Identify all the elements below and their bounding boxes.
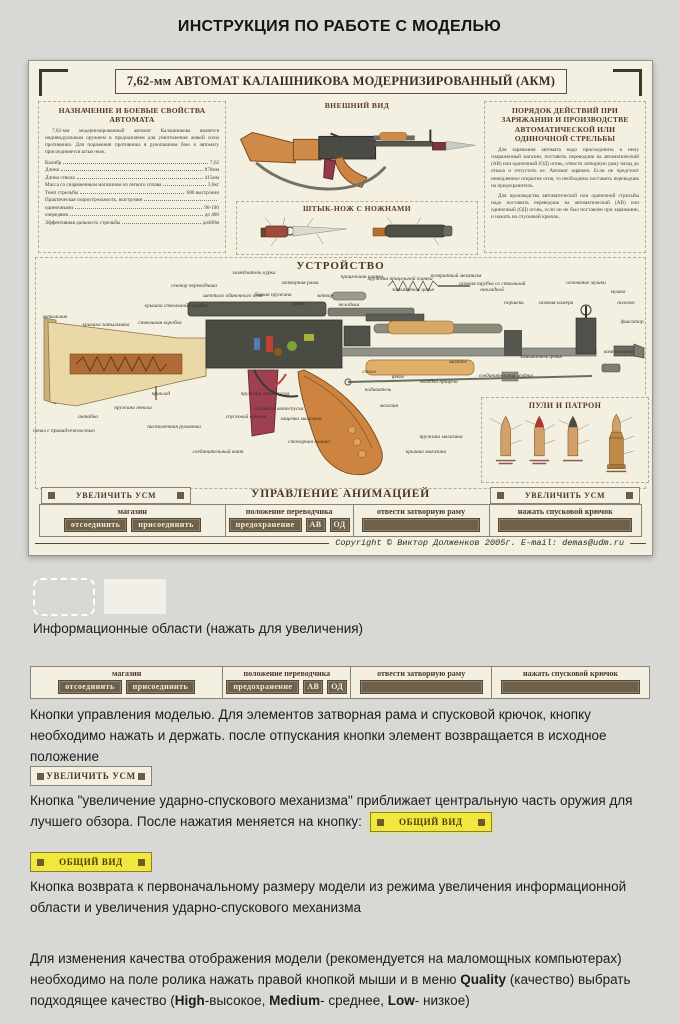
pull-bolt-button — [360, 680, 483, 694]
info-areas-caption: Информационные области (нажать для увеличения) — [33, 621, 364, 636]
device-part-label: крышка затыльника — [82, 322, 130, 329]
safety-button: предохранение — [226, 680, 299, 694]
spec-row: Длина 870мм — [45, 167, 219, 174]
device-part-label: замыкатель цевья — [392, 287, 434, 294]
animation-title: УПРАВЛЕНИЕ АНИМАЦИЕЙ — [250, 488, 430, 500]
copyright-text: Copyright © Виктор Долженков 2005г. E-mail: demas@udm.ru — [335, 538, 624, 548]
attach-magazine-button: присоединить — [126, 680, 196, 694]
zoom-usm-label: УВЕЛИЧИТЬ УСМ — [75, 491, 157, 500]
od-button[interactable]: ОД — [330, 518, 350, 532]
av-button[interactable]: АВ — [306, 518, 326, 532]
device-part-label: колодка прицела — [420, 379, 458, 386]
magazine-group — [40, 505, 226, 536]
device-part-label: вкладыш — [338, 302, 360, 309]
procedure-para1: Для заряжания автомата надо присоединить к нему снаряженный магазин, поставить переводчик на автоматический (АВ) или одиночный (ОД) огонь, отвести затворную раму назад до отказа и отпустить ее. Автомат заряжен. Если не предстоит немедленное открытие огня, то необходимо поставить переводчик на предохранитель. — [491, 146, 639, 189]
corner-bracket-right — [613, 69, 642, 96]
device-part-label: сектор переводчика — [171, 283, 217, 290]
press-trigger-button — [501, 680, 640, 694]
external-view-section — [234, 101, 480, 199]
general-view-label: ОБЩИЙ ВИД — [59, 857, 123, 867]
specs-info-panel[interactable] — [38, 101, 226, 253]
bolt-group — [354, 505, 490, 536]
device-part-label: пружина прицельной планки — [367, 276, 433, 283]
device-part-label: антабка — [78, 414, 98, 421]
device-part-label: затворная рама — [281, 280, 319, 287]
selector-group — [226, 505, 354, 536]
ammo-section — [481, 397, 649, 483]
quality-caption: Для изменения качества отображения модели (рекомендуется на маломощных компьютерах) необходимо на поле ролика нажать правой кнопкой мыши и в меню Quality (качество) выбрать подходящее качество (High-высокое, Medium- среднее, Low- низкое) — [30, 951, 631, 1008]
bayonet-illustration — [237, 213, 477, 251]
device-part-label: газовая трубка со ствольной накладкой — [458, 281, 526, 293]
device-part-label: крышка ствольной коробки — [144, 303, 208, 310]
bolt-group-label: отвести затворную раму — [376, 507, 466, 516]
ammo-illustration — [482, 410, 648, 478]
spec-row: Длина ствола 415мм — [45, 174, 219, 181]
zoom-usm-label: УВЕЛИЧИТЬ УСМ — [46, 771, 136, 781]
device-part-label: пружина автоспуска — [240, 391, 290, 398]
device-part-label: затвор — [316, 293, 334, 300]
detach-magazine-button: отсоединить — [58, 680, 121, 694]
controls-strip-sample-strip — [30, 666, 650, 699]
bolt-group-label: отвести затворную раму — [377, 669, 466, 678]
device-part-label: шомпол — [449, 359, 467, 366]
zoom-usm-button-right[interactable] — [490, 487, 640, 504]
square-marker-icon — [37, 773, 44, 780]
device-part-label: ствол — [362, 369, 376, 376]
spec-row: одиночными 90-100 — [45, 204, 219, 211]
device-part-label: шептало одиночного огня — [203, 293, 263, 300]
square-marker-icon — [138, 773, 145, 780]
device-part-label: боевая пружина — [254, 292, 292, 299]
press-trigger-button[interactable] — [498, 518, 632, 532]
spec-row: очередями до 400 — [45, 212, 219, 219]
copyright-line — [35, 538, 646, 548]
square-marker-icon — [138, 859, 145, 866]
device-part-label: возвратный механизм — [430, 273, 482, 280]
info-area-solid-swatch — [104, 579, 166, 614]
device-part-label: поршень — [504, 300, 524, 307]
divider — [35, 543, 329, 544]
general-view-caption: Кнопка возврата к первоначальному размеру модели из режима увеличения информационной области и увеличения ударно-спускового механизма — [30, 879, 627, 915]
poster-strip-slot — [39, 504, 642, 537]
selector-group-label: положение переводчика — [245, 507, 333, 516]
procedure-info-panel[interactable] — [484, 101, 646, 253]
device-part-label: ствольная коробка — [138, 320, 182, 327]
device-part-label: крышка магазина — [405, 449, 447, 456]
device-part-label: соединительный винт — [192, 449, 244, 456]
control-strip — [39, 504, 642, 537]
spec-row: Темп стрельбы 600 выстр/мин — [45, 189, 219, 196]
device-part-label: магазин — [379, 403, 399, 410]
square-marker-icon — [377, 819, 384, 826]
trigger-group-label: нажать спусковой крючок — [517, 507, 613, 516]
procedure-para2: Для производства автоматической или одиночной стрельбы надо поставить переводчик на автоматический (АВ) или одиночный (ОД) огонь, если он не был поставлен при заряжании, и нажать на спусковой крючок. — [491, 192, 639, 221]
device-part-label: соединительная муфта — [478, 373, 534, 380]
device-part-label: пистолетная рукоятка — [147, 424, 201, 431]
bayonet-title: ШТЫК-НОЖ С НОЖНАМИ — [302, 204, 412, 213]
device-part-label: приклад — [151, 391, 171, 398]
page-title: ИНСТРУКЦИЯ ПО РАБОТЕ С МОДЕЛЬЮ — [177, 18, 502, 35]
square-marker-icon — [497, 492, 504, 499]
external-view-title: ВНЕШНИЙ ВИД — [324, 101, 390, 110]
square-marker-icon — [626, 492, 633, 499]
device-part-label: стопорная планка — [288, 439, 330, 446]
bayonet-section — [236, 201, 478, 255]
controls-caption: Кнопки управления моделью. Для элементов затворная рама и спусковой крючок, кнопку необходимо нажать и держать. после отпускания кнопки элемент возвращается в исходное положение — [30, 707, 607, 764]
device-part-label: пружина пенала — [114, 405, 152, 412]
zoom-usm-label: УВЕЛИЧИТЬ УСМ — [524, 491, 606, 500]
trigger-group — [492, 667, 649, 698]
ammo-title: ПУЛИ И ПАТРОН — [528, 401, 602, 410]
square-marker-icon — [37, 859, 44, 866]
spec-row: Практическая скорострельность, выстр/мин — [45, 197, 219, 205]
bolt-group — [351, 667, 492, 698]
device-part-label: цевье — [391, 374, 405, 381]
device-part-label: газовая камера — [538, 300, 574, 307]
device-part-label: подаватель — [364, 387, 392, 394]
spec-row: Эффективная дальность стрельбы до400м — [45, 219, 219, 226]
device-part-label: курок — [292, 301, 306, 308]
general-view-sample-button — [30, 852, 152, 872]
safety-button[interactable]: предохранение — [229, 518, 302, 532]
device-part-label: замыкатель цевья — [520, 354, 562, 361]
pull-bolt-button[interactable] — [362, 518, 481, 532]
procedure-panel-title: ПОРЯДОК ДЕЙСТВИЙ ПРИ ЗАРЯЖАНИИ И ПРОИЗВОДСТВЕ АВТОМАТИЧЕСКОЙ ИЛИ ОДИНОЧНОЙ СТРЕЛЬБЫ — [501, 106, 629, 144]
device-part-label: затыльник — [42, 314, 68, 321]
selector-group — [223, 667, 351, 698]
square-marker-icon — [478, 819, 485, 826]
specs-intro: 7,62-мм модернизированный автомат Калашникова является индивидуальным оружием и предназначен для уничтожения живой силы противника. Для поражения противника в рукопашном бою к автомату присоединяется штык-нож. — [45, 127, 219, 156]
specs-panel-title: НАЗНАЧЕНИЕ И БОЕВЫЕ СВОЙСТВА АВТОМАТА — [58, 106, 206, 125]
usm-caption: Кнопка "увеличение ударно-спускового механизма" приближает центральную часть оружия для лучшего обзора. После нажатия меняется на кнопку: ОБЩИЙ ВИД — [30, 790, 670, 832]
device-part-label: основание мушки — [566, 280, 606, 287]
trigger-group-label: нажать спусковой крючок — [523, 669, 618, 678]
od-button: ОД — [327, 680, 347, 694]
general-view-inline-button: ОБЩИЙ ВИД — [370, 812, 492, 832]
device-part-label: пружина магазина — [419, 434, 463, 441]
device-part-label: спусковой крючок — [225, 414, 267, 421]
info-area-dashed-swatch — [33, 578, 95, 616]
rifle-illustration — [234, 110, 480, 200]
magazine-group — [31, 667, 223, 698]
device-part-label: прицельная планка — [340, 274, 384, 281]
device-part-label: мушка — [610, 289, 626, 296]
device-part-label: пенал с принадлежностью — [33, 428, 95, 435]
device-part-label: фиксатор — [620, 319, 644, 326]
device-part-label: полозок — [617, 300, 635, 307]
trigger-group — [490, 505, 642, 536]
divider — [630, 543, 646, 544]
attach-magazine-button[interactable]: присоединить — [131, 518, 201, 532]
device-part-label: защелка магазина — [280, 416, 322, 423]
corner-bracket-left — [39, 69, 68, 96]
magazine-group-label: магазин — [111, 669, 142, 678]
device-part-label: компенсатор — [603, 349, 635, 356]
controls-strip-sample — [30, 666, 650, 699]
specs-table — [45, 160, 219, 228]
spec-row: Масса со снаряженным магазином из легкого сплава 3,6кг — [45, 182, 219, 189]
detach-magazine-button[interactable]: отсоединить — [64, 518, 127, 532]
device-part-label: шептало автоспуска — [254, 406, 304, 413]
zoom-usm-sample-button — [30, 766, 152, 786]
spec-row: Калибр 7,62 — [45, 159, 219, 166]
av-button: АВ — [303, 680, 323, 694]
device-title: УСТРОЙСТВО — [296, 260, 385, 272]
magazine-group-label: магазин — [117, 507, 148, 516]
akm-model-poster — [28, 60, 653, 556]
selector-group-label: положение переводчика — [243, 669, 331, 678]
poster-title: 7,62-мм АВТОМАТ КАЛАШНИКОВА МОДЕРНИЗИРОВАННЫЙ (АКМ) — [115, 69, 567, 94]
device-part-label: замедлитель курка — [232, 270, 276, 277]
